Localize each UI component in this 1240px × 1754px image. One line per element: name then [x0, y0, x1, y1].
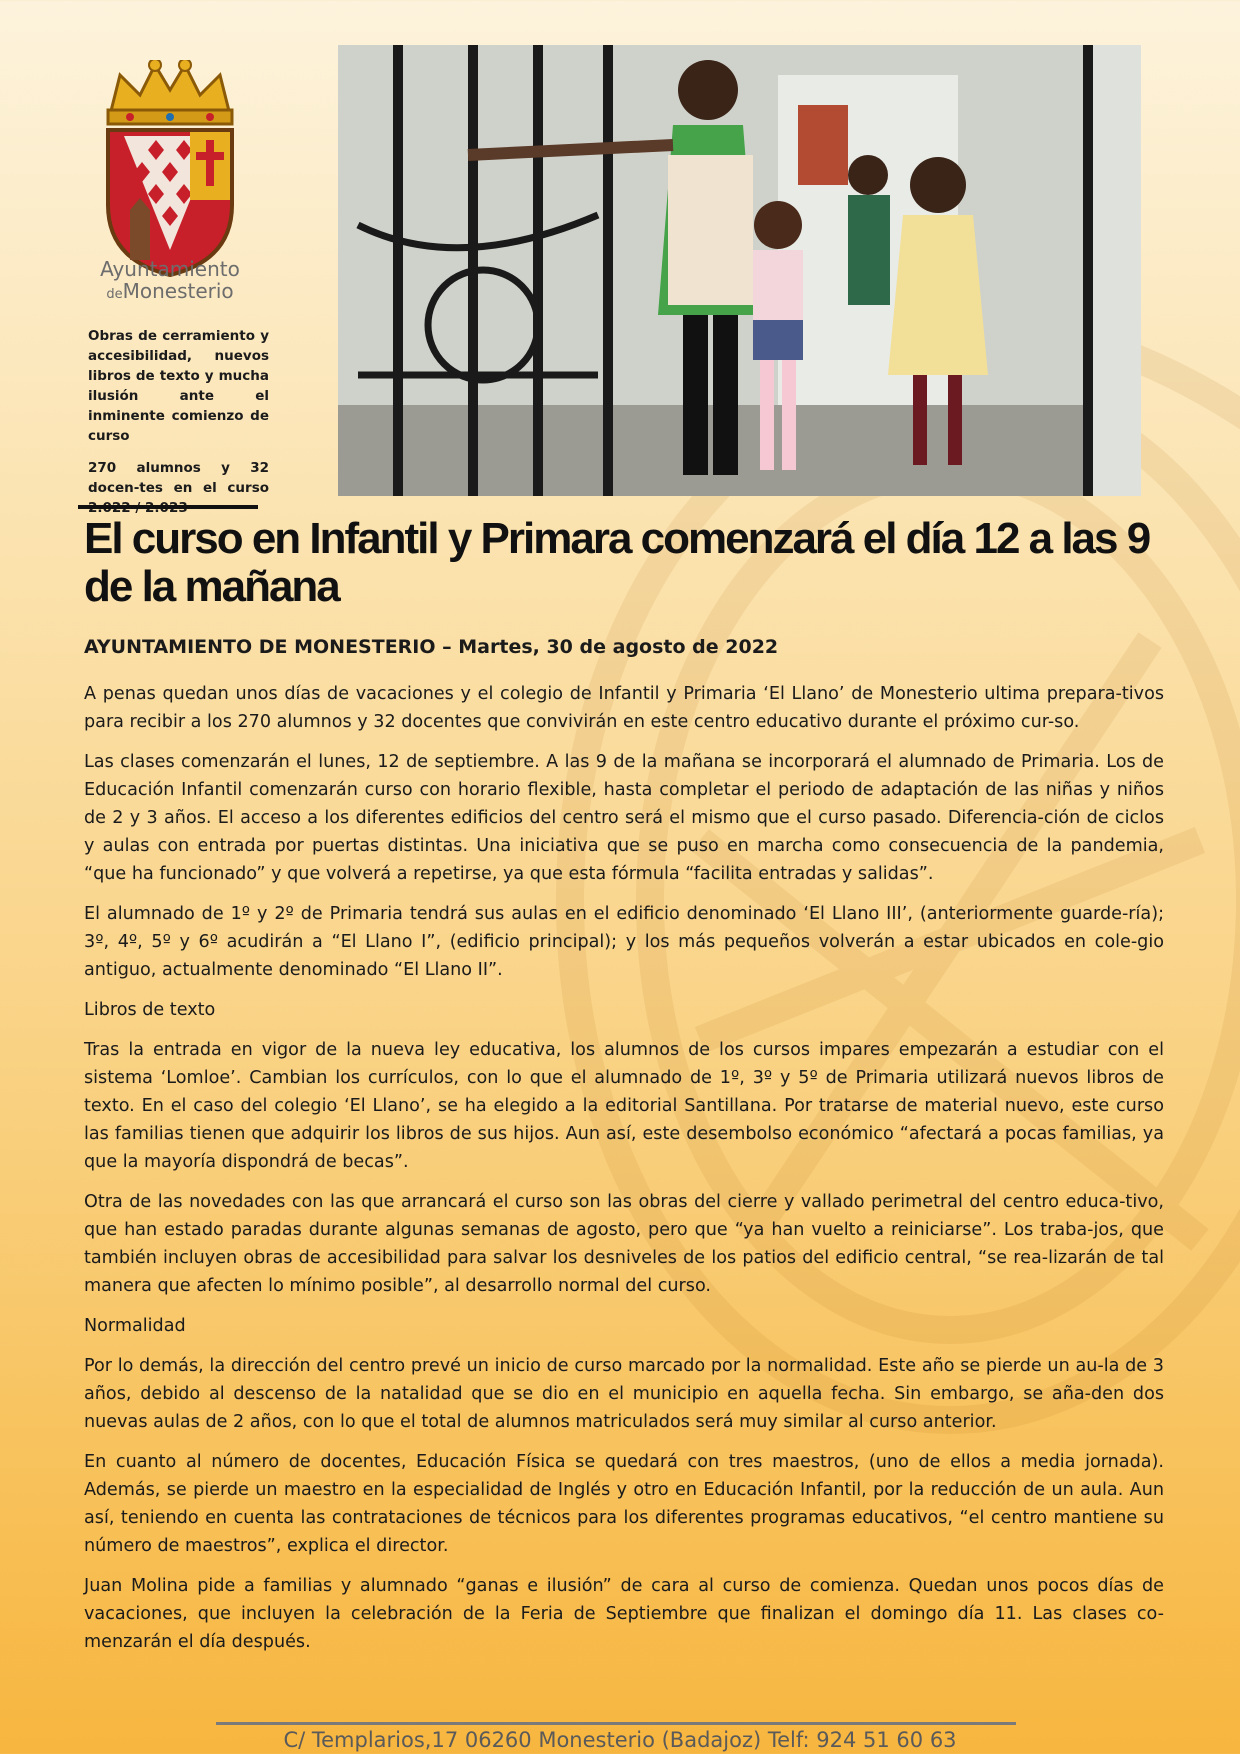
paragraph-6: Por lo demás, la dirección del centro prevé un inicio de curso marcado por la normalidad. Este año se pierde un au-la de 3 años, debido al descenso de la natalidad que se dio en el municipio en aquella fecha. Sin embargo, se aña-den dos nuevas aulas de 2 años, con lo que el total de alumnos matriculados será muy similar al curso anterior.	[84, 1356, 1164, 1432]
paragraph-4: Tras la entrada en vigor de la nueva ley educativa, los alumnos de los cursos impares empezarán a estudiar con el sistema ‘Lomloe’. Cambian los currículos, con lo que el alumnado de 1º, 3º y 5º de Primaria utilizará nuevos libros de texto. En el caso del colegio ‘El Llano’, se ha elegido a la editorial Santillana. Por tratarse de material nuevo, este curso las familias tienen que adquirir los libros de sus hijos. Aun así, este desembolso económico “afectará a pocas familias, ya que la mayoría dispondrá de becas”.	[84, 1040, 1164, 1172]
paragraph-1: A penas quedan unos días de vacaciones y el colegio de Infantil y Primaria ‘El Llano’ de Monesterio ultima prepara-tivos para recibir a los 270 alumnos y 32 docentes que convivirán en este centro educativo durante el próximo cur-so.	[84, 684, 1164, 732]
logo-line-2-prefix: de	[106, 287, 123, 302]
stats-text: 270 alumnos y 32 docen-tes en el curso	[88, 460, 269, 496]
paragraph-3: El alumnado de 1º y 2º de Primaria tendrá sus aulas en el edificio denominado ‘El Llano III’, (anteriormente guarde-ría); 3º, 4º, 5º y 6º acudirán a “El Llano I”, (edificio principal); y los más pequeños volverán a estar ubicados en cole-gio antiguo, actualmente denominado “El Llano II”.	[84, 904, 1164, 980]
subheading-libros: Libros de texto	[84, 1000, 216, 1020]
paragraph-8: Juan Molina pide a familias y alumnado “ganas e ilusión” de cara al curso de comienza. Quedan unos pocos días de vacaciones, que incluyen la celebración de la Feria de Septiembre que finalizan el domingo día 11. Las clases co-menzarán el día después.	[84, 1576, 1164, 1652]
article-body	[84, 680, 1164, 1668]
byline: AYUNTAMIENTO DE MONESTERIO – Martes, 30 de agosto de 2022	[84, 636, 779, 658]
footer-divider	[216, 1722, 1016, 1725]
divider	[78, 505, 258, 509]
summary-text: Obras de cerramiento y accesibilidad, nuevos libros de texto y mucha ilusión ante el inminente comienzo de curso	[88, 328, 269, 444]
footer-address: C/ Templarios,17 06260 Monesterio (Badajoz) Telf: 924 51 60 63	[283, 1728, 957, 1752]
subheading-normalidad: Normalidad	[84, 1316, 186, 1336]
sidebar-summary	[88, 326, 269, 530]
shield-icon	[108, 130, 232, 275]
school-entrance-photo	[338, 45, 1141, 496]
paragraph-5: Otra de las novedades con las que arrancará el curso son las obras del cierre y vallado perimetral del centro educa-tivo, que han estado paradas durante algunas semanas de agosto, pero que “ya han vuelto a reiniciarse”. Los traba-jos, que también incluyen obras de accesibilidad para salvar los desniveles de los patios del edificio central, “se rea-lizarán de tal manera que afecten lo mínimo posible”, al desarrollo normal del curso.	[84, 1192, 1164, 1296]
headline: El curso en Infantil y Primara comenzará el día 12 a las 9 de la mañana	[84, 514, 1150, 611]
logo-line-1: Ayuntamiento	[100, 257, 240, 281]
crown-icon	[108, 60, 232, 124]
town-name-logo	[70, 258, 270, 306]
paragraph-7: En cuanto al número de docentes, Educación Física se quedará con tres maestros, (uno de ellos a media jornada). Además, se pierde un maestro en la especialidad de Inglés y otro en Educación Infantil, por la reducción de un aula. Aun así, teniendo en cuenta las contrataciones de técnicos para los diferentes programas educativos, “el centro mantiene su número de maestros”, explica el director.	[84, 1452, 1164, 1556]
logo-line-2: Monesterio	[122, 279, 234, 303]
paragraph-2: Las clases comenzarán el lunes, 12 de septiembre. A las 9 de la mañana se incorporará el alumnado de Primaria. Los de Educación Infantil comenzarán curso con horario flexible, hasta completar el periodo de adaptación de las niñas y niños de 2 y 3 años. El acceso a los diferentes edificios del centro será el mismo que el curso pasado. Diferencia-ción de ciclos y aulas con entrada por puertas distintas. Una iniciativa que se puso en marcha como consecuencia de la pandemia, “que ha funcionado” y que volverá a repetirse, ya que esta fórmula “facilita entradas y salidas”.	[84, 752, 1164, 884]
